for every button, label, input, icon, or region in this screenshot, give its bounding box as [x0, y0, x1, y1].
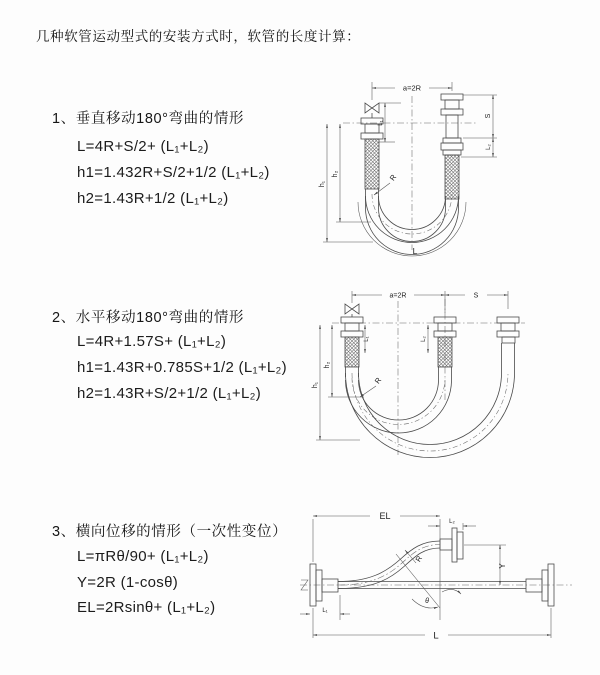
dim-label-h2: h₂ [324, 361, 331, 369]
dim-label-l2: L₂ [421, 336, 427, 342]
right-pipe-fitting [441, 94, 463, 199]
left-pipe-fitting [361, 118, 383, 189]
length-label: L [412, 246, 418, 256]
formula-2-l: L=4R+1.57S+ (L₁+L₂) [77, 333, 227, 350]
section-2-heading: 2、水平移动180°弯曲的情形 [52, 310, 245, 326]
dim-el [313, 511, 440, 620]
theta-label: θ [425, 598, 429, 605]
dim-label-l: L [433, 630, 439, 642]
formula-3-el: EL=2Rsinθ+ (L₁+L₂) [77, 599, 216, 616]
radius-label: R [413, 554, 425, 564]
braided-hose-section [438, 337, 452, 367]
formula-2-h1: h1=1.43R+0.785S+1/2 (L₁+L₂) [77, 359, 287, 376]
formula-3-l: L=πRθ/90+ (L₁+L₂) [77, 548, 209, 565]
dim-a-2r [352, 291, 508, 313]
middle-pipe-fitting [434, 317, 456, 367]
formula-1-l: L=4R+S/2+ (L₁+L₂) [77, 138, 209, 155]
dim-l2 [421, 325, 428, 353]
formula-1-h1: h1=1.432R+S/2+1/2 (L₁+L₂) [77, 164, 270, 181]
formula-2-h2: h2=1.43R+S/2+1/2 (L₁+L₂) [77, 385, 262, 402]
dim-y [464, 545, 507, 585]
diagram-horizontal-180 [310, 285, 600, 460]
valve-icon [365, 103, 379, 118]
radius-label: R [372, 375, 384, 386]
dim-label-l2: L₂ [486, 144, 492, 150]
dim-label-y: Y [498, 563, 507, 569]
raised-flange [440, 528, 463, 562]
dim-label-l1: L₁ [364, 336, 370, 342]
radius-label: R [387, 172, 399, 183]
dim-label-l1: L₁ [378, 120, 384, 126]
section-1-heading: 1、垂直移动180°弯曲的情形 [52, 111, 245, 127]
page-title: 几种软管运动型式的安装方式时，软管的长度计算： [36, 29, 361, 44]
hose-u-bend-shifted [346, 343, 515, 458]
dim-l1 [364, 325, 370, 353]
hose-u-bend [346, 367, 452, 433]
dim-label-h1: h₁ [319, 180, 326, 188]
diagram-lateral-displacement [300, 502, 600, 644]
valve-icon [345, 304, 359, 317]
centerlines [332, 299, 525, 455]
dim-label-a2r: a=2R [389, 292, 407, 300]
dim-label-s: S [485, 113, 492, 119]
dim-l2 [461, 138, 497, 157]
section-3-heading: 3、横向位移的情形（一次性变位） [52, 524, 288, 540]
right-pipe-fitting [497, 317, 519, 343]
dim-label-s: S [473, 292, 479, 300]
radius-callout [405, 550, 424, 563]
dim-s [445, 293, 508, 300]
dim-label-a2r: a=2R [402, 83, 422, 93]
radius-callout [360, 375, 384, 397]
dim-label-h2: h₂ [332, 170, 339, 178]
formula-3-y: Y=2R (1-cosθ) [77, 574, 179, 591]
dim-label-el: EL [379, 511, 391, 521]
dim-l [313, 608, 551, 642]
dim-s [463, 95, 497, 138]
angle-theta [396, 554, 461, 608]
dim-label-h1: h₁ [312, 381, 319, 389]
braided-hose-section [365, 139, 379, 189]
formula-1-h2: h2=1.43R+1/2 (L₁+L₂) [77, 190, 229, 207]
dim-label-l1: L₁ [322, 608, 328, 614]
braided-hose-section [445, 155, 459, 199]
dim-label-l2: L₂ [449, 519, 455, 525]
diagram-vertical-180 [315, 76, 600, 258]
left-pipe-fitting [341, 317, 363, 367]
dim-l1 [378, 103, 401, 142]
dim-l1 [300, 595, 350, 620]
braided-hose-section [345, 337, 359, 367]
